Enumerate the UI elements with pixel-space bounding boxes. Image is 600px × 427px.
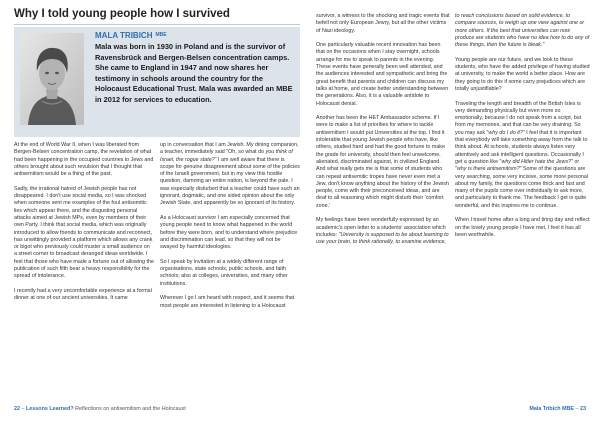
author-postnominal: MBE <box>155 32 167 38</box>
footer-right: Mala Tribich MBE – 23 <box>529 406 586 412</box>
publication-title: Lessons Learned? <box>26 406 74 412</box>
author-name: MALA TRIBICH $^{MBE}$ <box>95 31 167 40</box>
page-number-right: 23 <box>580 406 586 412</box>
page-title: Why I told young people how I survived <box>14 8 230 20</box>
paragraph: When I travel home after a long and tiring day and reflect on the lovely young people I have met, I feel it has all been worthwhile. <box>455 217 590 238</box>
paragraph: My feelings have been wonderfully expressed by an academic's open letter to a students' association which includes: "University is supposed to be about learning to use your brain, to think rationally, to examine evidence, <box>316 217 449 246</box>
paragraph: Sadly, the irrational hatred of Jewish people has not disappeared. I don't use social media, so I was shocked when someone sent me examples of the foul antisemitic lies which appear there, and the disgusting personal attacks aimed at Jewish MPs, even by members of their own Party. I think that social media, which was originally introduced to allow friends to communicate and reconnect, has unwittingly provided a platform which allows any crank or bigot who previously could muster a small audience on a street corner to broadcast deranged ideas worldwide. I feel that those who have made a fortune out of allowing the publication of such filth bear a heavy responsibility for the spread of intolerance. <box>14 185 154 280</box>
title-divider <box>14 24 300 25</box>
publication-subtitle: Reflections on antisemitism and the Holocaust <box>73 406 186 412</box>
footer-author: Mala Tribich MBE <box>529 406 574 412</box>
paragraph: survivor, a witness to the shocking and tragic events that befell not only European Jewry, but all the other victims of Nazi ideology. <box>316 13 450 34</box>
article-column-3 <box>316 13 450 254</box>
article-column-4 <box>455 13 590 247</box>
paragraph: Wherever I go I am heard with respect, and it seems that most people are interested in listening to a Holocaust <box>160 295 295 309</box>
page-number-left: 22 <box>14 406 20 412</box>
paragraph: up in conversation that I am Jewish. My dining companion, a teacher, immediately said "Oh, so what do you think of Israel, the rogue state?" I am well aware that there is scope for genuine disagreement about some of the policies of the Israeli government, but in my view this hostile question, damning an entire nation, is beyond the pale. I was especially disturbed that a teacher could have such an ignorant, dogmatic, and one sided opinion about the only Jewish State, and apparently be so ignorant of its history. <box>160 142 300 207</box>
portrait-photo <box>20 33 84 125</box>
paragraph: Traveling the length and breadth of the British Isles is very demanding physically but even more so emotionally, because I do not speak from a script, but from my memories, and that can be very draining. So you may ask "why do I do it?" I feel that it is important that everybody will take something away from the talk to think about. At schools, students always listen very attentively and ask intelligent questions. Occasionally I get a question like "why did Hitler hate the Jews?" or "why is there antisemitism?" Some of the questions are very searching, some very incisive, some more personal about my family, the questions come thick and fast and many of the pupils come over individually to ask more, and particularly to thank me. The feedback I get is quite wonderful, and this inspires me to continue. <box>455 100 589 209</box>
paragraph: As a Holocaust survivor I am especially concerned that young people need to know what happened in the world before they were born, and to understand where prejudice and discrimination can lead, so that they will not be swayed by harmful ideologies. <box>160 214 298 251</box>
paragraph: to reach conclusions based on solid evidence, to compare sources, to weigh up one view against one or more others. If the best that universities can now produce are students who have no idea how to do any of these things, then the future is bleak." <box>455 13 590 49</box>
author-bio: Mala was born in 1930 in Poland and is the survivor of Ravensbrück and Bergen-Belsen concentration camps. She came to England in 1947 and now shares her testimony in schools around the country for the Holocaust Educational Trust. Mala was awarded an MBE in 2012 for services to education. <box>95 42 293 104</box>
article-column-1 <box>14 142 154 310</box>
paragraph: At the end of World War II, when I was liberated from Bergen-Belsen concentration camp, the revelation of what had been happening in the occupied countries to Jews and others brought about such revulsion that I thought that antisemitism would be a thing of the past. <box>14 142 154 178</box>
paragraph: Young people are our future, and we look to these students, who have the added privilege of having studied at university, to make the world a better place. How are they going to do this if some carry prejudices which are totally unjustifiable? <box>455 56 590 92</box>
paragraph: One particularly valuable recent innovation has been that on the occasions when I stay overnight, schools arrange for me to speak to parents in the evening. These events have generally been well attended, and the audiences interested and sympathetic and bring the great benefit that parents and children can discuss my talks at home, and create better understanding between the generations. Also, it is a valuable antidote to Holocaust denial. <box>316 42 449 107</box>
footer-left: 22 – Lessons Learned? Reflections on antisemitism and the Holocaust <box>14 406 186 412</box>
article-column-2 <box>160 142 300 317</box>
paragraph: Another has been the HET Ambassador scheme. If I were to make a list of priorities for where to tackle antisemitism I would put Universities at the top. I find it intolerable that young Jewish people who have, like others, studied hard and had the good fortune to make the grade for university, should then feel unwelcome, alienated, discriminated against, in civilized England. And what really gets me is that some of students who can repeat antisemitic tropes have never even met a Jew, don't know anything about the history of the Jewish people, come with their preconceived ideas, and are deaf to all reasoning which might disturb their 'comfort zone.' <box>316 115 449 209</box>
paragraph: So I speak by invitation at a widely different range of organisations, state schools, public schools, and faith schools; also at colleges, universities, and many other institutions. <box>160 258 288 287</box>
paragraph: I recently had a very uncomfortable experience at a formal dinner at one of our ancient universities. It came <box>14 287 152 302</box>
author-box <box>14 27 300 137</box>
